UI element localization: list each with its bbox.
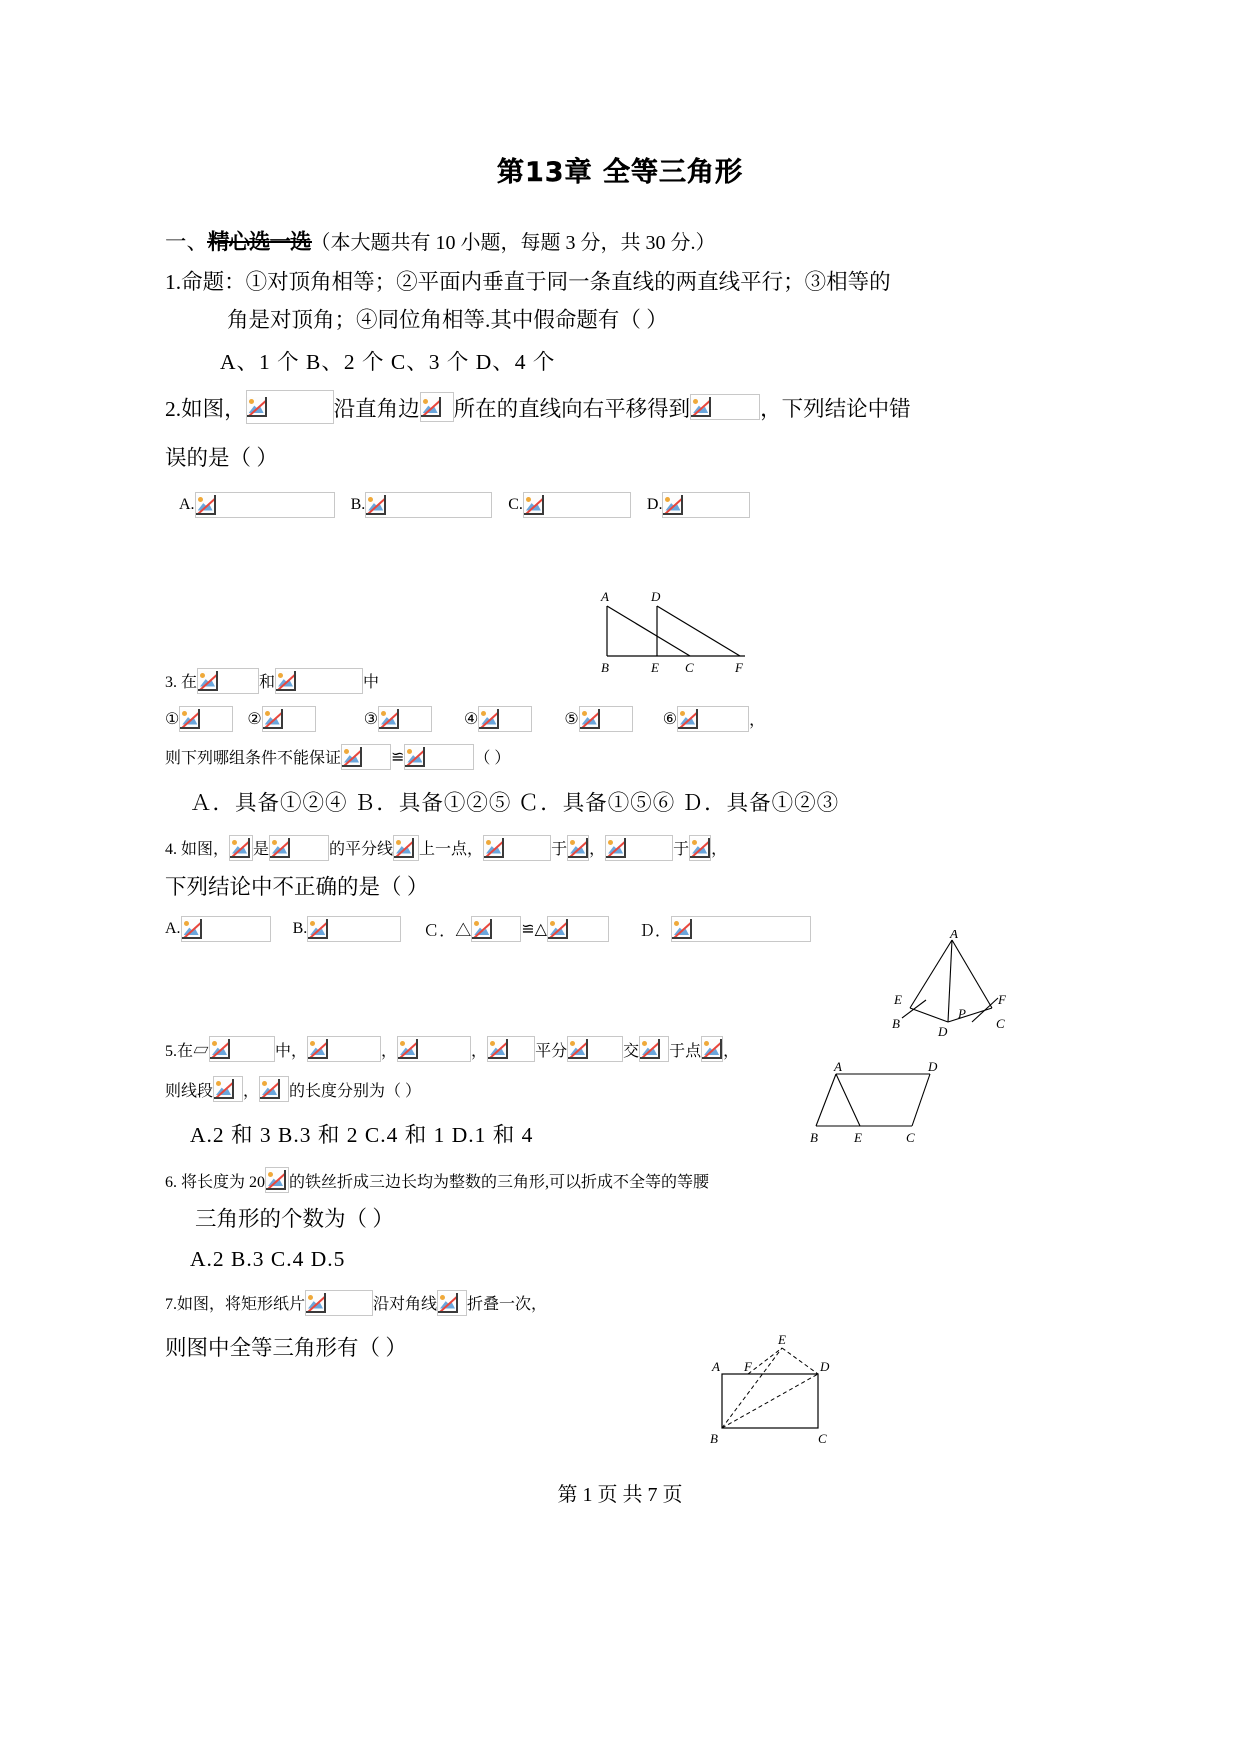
q6-text-2: 的铁丝折成三边长均为整数的三角形,可以折成不全等的等腰 <box>289 1173 710 1191</box>
placeholder-image <box>246 390 334 424</box>
q2-text-4: ，下列结论中错 <box>760 396 911 421</box>
broken-image-icon <box>230 838 250 858</box>
label-D: D <box>651 589 661 604</box>
question-1-line-1: 1.命题：①对顶角相等；②平面内垂直于同一条直线的两直线平行；③相等的 <box>165 270 891 294</box>
placeholder-image <box>307 916 401 942</box>
q4-text-3: 的平分线 <box>329 841 394 858</box>
label-B: B <box>601 660 609 675</box>
figure-q7 <box>700 1330 860 1450</box>
placeholder-image <box>690 394 760 420</box>
broken-image-icon <box>524 495 544 515</box>
placeholder-image <box>209 1036 275 1062</box>
q3-mark-6: ⑥ <box>662 710 678 728</box>
q4-option-a-label: A. <box>165 920 181 937</box>
broken-image-icon <box>180 709 200 729</box>
q5-text-3: ， <box>381 1042 398 1060</box>
broken-image-icon <box>247 397 267 417</box>
label-E: E <box>778 1332 786 1347</box>
q2-option-d-label: D. <box>646 495 663 513</box>
broken-image-icon <box>568 1039 588 1059</box>
label-C: C <box>996 1016 1005 1031</box>
placeholder-image <box>567 835 589 861</box>
broken-image-icon <box>484 838 504 858</box>
q4-text-6: ， <box>589 841 606 858</box>
label-F: F <box>744 1359 752 1374</box>
placeholder-image <box>305 1290 373 1316</box>
placeholder-image <box>269 835 329 861</box>
q4-text-7: 于 <box>673 841 690 858</box>
question-3-conditions <box>165 706 1085 732</box>
placeholder-image <box>420 392 454 422</box>
broken-image-icon <box>568 838 588 858</box>
placeholder-image <box>365 492 492 518</box>
placeholder-image <box>275 668 363 694</box>
placeholder-image <box>605 835 673 861</box>
question-3-line-3 <box>165 744 1085 770</box>
q3-text-1: 3. 在 <box>165 674 198 691</box>
placeholder-image <box>265 1167 289 1193</box>
question-6-options: A.2 B.3 C.4 D.5 <box>190 1246 346 1271</box>
question-2-line-1 <box>165 390 1085 424</box>
placeholder-image <box>259 1076 289 1102</box>
q3-mark-5: ⑤ <box>564 710 579 728</box>
broken-image-icon <box>276 671 296 691</box>
placeholder-image <box>393 835 419 861</box>
page-title: 第13章 全等三角形 <box>497 157 743 188</box>
placeholder-image <box>483 835 551 861</box>
broken-image-icon <box>196 495 216 515</box>
q3-mark-1: ① <box>165 710 180 728</box>
q3-text-3: 中 <box>363 674 380 691</box>
label-E: E <box>894 992 902 1007</box>
q2-text-1: 2.如图， <box>165 396 246 421</box>
placeholder-image <box>397 1036 471 1062</box>
placeholder-image <box>639 1036 669 1062</box>
q3-mark-4: ④ <box>464 710 479 728</box>
exam-content <box>0 225 1240 1359</box>
q3-text-2: 和 <box>259 674 276 691</box>
q2-text-3: 所在的直线向右平移得到 <box>453 396 691 421</box>
q4-option-d-label: Ｄ． <box>638 922 671 940</box>
section-meta: （本大题共有 10 小题，每题 3 分，共 30 分.） <box>310 232 716 254</box>
label-B: B <box>892 1016 900 1031</box>
placeholder-image <box>437 1290 467 1316</box>
broken-image-icon <box>438 1293 458 1313</box>
label-B: B <box>810 1130 818 1145</box>
label-C: C <box>906 1130 915 1145</box>
placeholder-image <box>404 744 474 770</box>
broken-image-icon <box>214 1079 234 1099</box>
label-D: D <box>820 1359 830 1374</box>
placeholder-image <box>195 492 335 518</box>
q3-tail: ， <box>749 712 766 729</box>
broken-image-icon <box>702 1039 722 1059</box>
q3-mark-3: ③ <box>363 710 379 728</box>
placeholder-image <box>181 916 271 942</box>
label-E: E <box>854 1130 862 1145</box>
placeholder-image <box>689 835 711 861</box>
page-footer: 第 1 页 共 7 页 <box>557 1484 683 1506</box>
label-D: D <box>928 1062 938 1074</box>
broken-image-icon <box>691 397 711 417</box>
section-heading <box>165 225 1085 256</box>
placeholder-image <box>547 916 609 942</box>
q7-text-1: 7.如图，将矩形纸片 <box>165 1296 306 1313</box>
q5-text-6: 交 <box>623 1042 640 1060</box>
placeholder-image <box>262 706 316 732</box>
label-C: C <box>818 1431 827 1446</box>
q5-text-1: 5.在▱ <box>165 1042 210 1060</box>
q5-text-8: ， <box>723 1042 740 1060</box>
q4-text-2: 是 <box>253 841 270 858</box>
broken-image-icon <box>488 1039 508 1059</box>
label-B: B <box>710 1431 718 1446</box>
broken-image-icon <box>479 709 499 729</box>
q7-text-3: 折叠一次， <box>467 1296 548 1313</box>
placeholder-image <box>523 492 631 518</box>
q5-line2b: ， <box>243 1082 260 1100</box>
label-A: A <box>950 930 958 941</box>
q2-option-b-label: B. <box>350 495 366 513</box>
section-title: 精心选一选 <box>208 225 311 256</box>
label-D: D <box>938 1024 948 1039</box>
q5-line2a: 则线段 <box>165 1082 214 1100</box>
placeholder-image <box>213 1076 243 1102</box>
placeholder-image <box>579 706 633 732</box>
q3-line2b: ≌ <box>391 748 405 766</box>
q4-text-4: 上一点， <box>419 841 484 858</box>
question-5-options: A.2 和 3 B.3 和 2 C.4 和 1 D.1 和 4 <box>190 1123 534 1147</box>
q4-option-c-label-2: ≌△ <box>521 921 547 938</box>
q2-option-c-label: C. <box>508 495 523 513</box>
label-A: A <box>601 589 609 604</box>
q4-text-5: 于 <box>551 841 568 858</box>
broken-image-icon <box>690 838 710 858</box>
broken-image-icon <box>270 838 290 858</box>
broken-image-icon <box>580 709 600 729</box>
broken-image-icon <box>342 747 362 767</box>
broken-image-icon <box>182 919 202 939</box>
q5-text-7: 于点 <box>669 1042 702 1060</box>
figure-q5 <box>808 1062 958 1152</box>
q5-text-5: 平分 <box>535 1042 568 1060</box>
broken-image-icon <box>548 919 568 939</box>
question-1-options: A、1 个 B、2 个 C、3 个 D、4 个 <box>220 350 556 374</box>
question-3-options: Ａ．具备①②④ Ｂ．具备①②⑤ Ｃ．具备①⑤⑥ Ｄ．具备①②③ <box>190 790 840 815</box>
placeholder-image <box>567 1036 623 1062</box>
label-P: P <box>958 1006 966 1021</box>
broken-image-icon <box>263 709 283 729</box>
label-E: E <box>651 660 659 675</box>
section-number: 一、 <box>165 230 209 254</box>
q2-option-a-label: A. <box>179 495 195 513</box>
q3-line2c: （ ） <box>474 750 511 767</box>
label-F: F <box>998 992 1006 1007</box>
q4-text-1: 4. 如图， <box>165 841 230 858</box>
broken-image-icon <box>663 495 683 515</box>
question-2-options <box>165 492 1085 518</box>
placeholder-image <box>671 916 811 942</box>
question-4-line-2: 下列结论中不正确的是（ ） <box>165 874 429 899</box>
broken-image-icon <box>678 709 698 729</box>
figure-q2 <box>585 586 775 686</box>
q3-mark-2: ② <box>247 710 262 728</box>
placeholder-image <box>478 706 532 732</box>
q6-text-1: 6. 将长度为 20 <box>165 1173 266 1191</box>
broken-image-icon <box>260 1079 280 1099</box>
figure-q4 <box>880 930 1020 1040</box>
q5-text-4: ， <box>471 1042 488 1060</box>
placeholder-image <box>307 1036 381 1062</box>
placeholder-image <box>378 706 432 732</box>
broken-image-icon <box>394 838 414 858</box>
broken-image-icon <box>308 919 328 939</box>
placeholder-image <box>662 492 750 518</box>
q5-line2c: 的长度分别为（ ） <box>289 1082 422 1100</box>
placeholder-image <box>471 916 521 942</box>
broken-image-icon <box>366 495 386 515</box>
broken-image-icon <box>266 1170 286 1190</box>
broken-image-icon <box>672 919 692 939</box>
q4-option-b-label: B. <box>292 920 308 937</box>
broken-image-icon <box>606 838 626 858</box>
broken-image-icon <box>210 1039 230 1059</box>
q4-text-8: ， <box>711 841 728 858</box>
broken-image-icon <box>379 709 399 729</box>
broken-image-icon <box>198 671 218 691</box>
broken-image-icon <box>308 1039 328 1059</box>
label-F: F <box>735 660 743 675</box>
q7-text-2: 沿对角线 <box>373 1296 438 1313</box>
placeholder-image <box>179 706 233 732</box>
label-A: A <box>712 1359 720 1374</box>
broken-image-icon <box>640 1039 660 1059</box>
broken-image-icon <box>306 1293 326 1313</box>
question-6-line-1 <box>165 1167 1085 1193</box>
label-A: A <box>834 1062 842 1074</box>
broken-image-icon <box>472 919 492 939</box>
question-4-line-1 <box>165 835 1085 861</box>
question-6-line-2: 三角形的个数为（ ） <box>195 1207 394 1231</box>
placeholder-image <box>229 835 253 861</box>
q4-option-c-label-1: Ｃ．△ <box>423 922 472 940</box>
question-7-line-1 <box>165 1290 1085 1316</box>
placeholder-image <box>341 744 391 770</box>
broken-image-icon <box>421 397 441 417</box>
label-C: C <box>685 660 694 675</box>
broken-image-icon <box>398 1039 418 1059</box>
placeholder-image <box>197 668 259 694</box>
placeholder-image <box>701 1036 723 1062</box>
question-7-line-2: 则图中全等三角形有（ ） <box>165 1335 407 1360</box>
question-2-line-2: 误的是（ ） <box>165 446 278 470</box>
broken-image-icon <box>405 747 425 767</box>
q2-text-2: 沿直角边 <box>333 396 420 421</box>
placeholder-image <box>677 706 749 732</box>
q3-line2a: 则下列哪组条件不能保证 <box>165 750 342 767</box>
placeholder-image <box>487 1036 535 1062</box>
q5-text-2: 中， <box>275 1042 308 1060</box>
question-1-line-2: 角是对顶角；④同位角相等.其中假命题有（ ） <box>227 307 668 332</box>
